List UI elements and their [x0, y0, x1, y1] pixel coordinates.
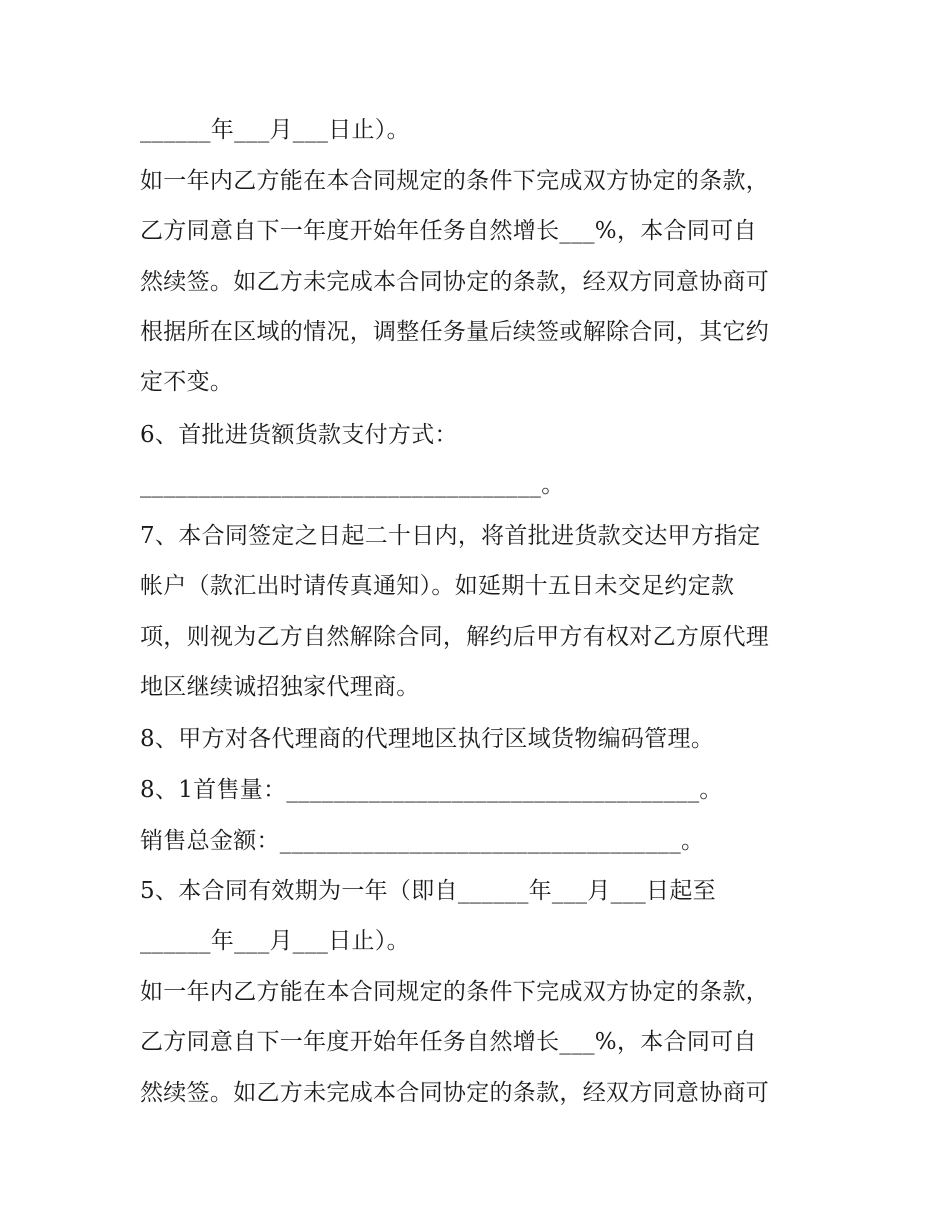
text-line: 乙方同意自下一年度开始年任务自然增长___%，本合同可自: [140, 1029, 757, 1055]
text-line: 乙方同意自下一年度开始年任务自然增长___%，本合同可自: [140, 218, 757, 244]
text-line: 7、本合同签定之日起二十日内，将首批进货款交达甲方指定: [140, 523, 761, 549]
text-line: 定不变。: [140, 369, 234, 395]
text-line: 项，则视为乙方自然解除合同，解约后甲方有权对乙方原代理: [140, 624, 770, 650]
blank-field-line: __________________________________。: [140, 472, 565, 498]
text-line: 然续签。如乙方未完成本合同协定的条款，经双方同意协商可: [140, 1080, 770, 1106]
text-line: 如一年内乙方能在本合同规定的条件下完成双方协定的条款，: [140, 979, 770, 1005]
text-line: 5、本合同有效期为一年（即自______年___月___日起至: [140, 878, 716, 904]
text-line: 地区继续诚招独家代理商。: [140, 674, 420, 700]
text-line: ______年___月___日止）。: [140, 117, 410, 143]
first-sale-volume-line: 8、1首售量：___________________________________。: [140, 777, 723, 803]
text-line: 根据所在区域的情况，调整任务量后续签或解除合同，其它约: [140, 319, 770, 345]
text-line: 8、甲方对各代理商的代理地区执行区域货物编码管理。: [140, 726, 715, 752]
text-line: 帐户（款汇出时请传真通知）。如延期十五日未交足约定款: [140, 573, 735, 599]
text-line: 然续签。如乙方未完成本合同协定的条款，经双方同意协商可: [140, 269, 770, 295]
text-line: ______年___月___日止）。: [140, 928, 410, 954]
total-sales-amount-line: 销售总金额：__________________________________。: [140, 828, 705, 854]
text-line: 如一年内乙方能在本合同规定的条件下完成双方协定的条款，: [140, 168, 770, 194]
text-line: 6、首批进货额货款支付方式：: [140, 422, 458, 448]
